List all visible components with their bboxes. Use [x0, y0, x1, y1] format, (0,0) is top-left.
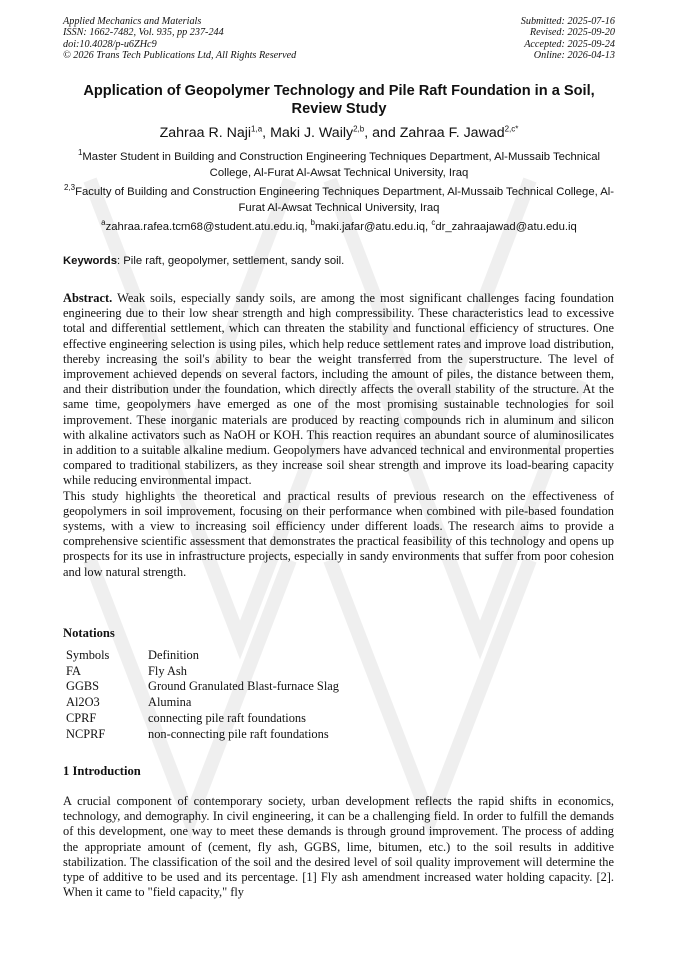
notation-definition: non-connecting pile raft foundations [148, 726, 329, 741]
keywords [63, 255, 615, 267]
table-row [66, 648, 339, 664]
notation-definition: Definition [148, 648, 199, 662]
table-row [66, 664, 339, 680]
abstract-text: Weak soils, especially sandy soils, are among the most significant challenges facing foundation engineering due to their low shear strength and high compressibility. These characteristics lead to excessive total and differential settlement, which can threaten the stability and functional efficiency of structures. One effective engineering selection is using piles, which help reduce settlement rates and improve load distribution, thereby increasing the soil's ability to bear the weight transferred from the superstructure. The level of improvement achieved depends on several factors, including the amount of piles, the distance between them, and their distribution under the foundation, which directly affects the overall stability of the structure. At the same time, geopolymers have emerged as one of the most promising sustainable technologies for soil improvement. These inorganic materials are produced by reacting compounds rich in aluminum and silicon with alkaline activators such as NaOH or KOH. This reaction requires an abundant source of aluminosilicates in addition to a suitable alkaline medium. Geopolymers have advanced technical and environmental properties compared to traditional stabilizers, as they increase soil shear strength and improve its load-bearing capacity while reducing environmental impact. [63, 291, 614, 488]
journal-name: Applied Mechanics and Materials [63, 16, 202, 27]
affiliation-text: Master Student in Building and Construction Engineering Techniques Department, Al-Mussaib Technical College, Al-Furat Al-Awsat Technical University, Iraq [82, 151, 601, 179]
author-affiliation-mark: 1,a [251, 124, 263, 134]
notations-table [66, 648, 339, 742]
notation-symbol: NCPRF [66, 726, 106, 741]
author-affiliation-mark: 2,c* [504, 124, 519, 134]
keywords-label: Keywords [63, 255, 117, 267]
author-separator: , and [364, 125, 400, 141]
affiliation-text: Faculty of Building and Construction Engineering Techniques Department, Al-Mussaib Technical College, Al-Furat Al-Awsat Technical University, Iraq [75, 186, 615, 214]
email-mark: b [310, 218, 315, 228]
notation-symbol: Symbols [66, 648, 110, 662]
date-accepted: Accepted: 2025-09-24 [524, 38, 615, 50]
author-emails [63, 218, 615, 233]
date-submitted: Submitted: 2025-07-16 [520, 16, 615, 27]
paper-title: Application of Geopolymer Technology and Pile Raft Foundation in a Soil, Review Study [83, 83, 595, 117]
affiliation-mark: 2,3 [63, 183, 76, 193]
notation-symbol: Al2O3 [66, 695, 100, 710]
date-online: Online: 2026-04-13 [533, 50, 615, 62]
affiliation [63, 184, 615, 216]
email-mark: c [431, 218, 436, 228]
author-name: Zahraa R. Naji [159, 125, 252, 141]
keywords-text: : Pile raft, geopolymer, settlement, sandy soil. [117, 255, 345, 267]
email-mark: a [101, 218, 106, 228]
notation-definition: Alumina [148, 695, 192, 710]
abstract-paragraph: This study highlights the theoretical and practical results of previous research on the effectiveness of geopolymers in soil improvement, focusing on their performance when combined with pile-based foundation systems, with a view to increasing soil efficiency under different loads. The research aims to provide a comprehensive scientific assessment that demonstrates the practical feasibility of this technology and opens up prospects for its use in infrastructure projects, especially in sandy environments that suffer from poor cohesion and low natural strength. [63, 488, 614, 579]
table-row [66, 727, 339, 743]
introduction-paragraph: A crucial component of contemporary society, urban development reflects the rapid shifts in economics, technology, and demography. In civil engineering, it can be a challenging field. In order to fulfill the demands of this development, one way to meet these demands is through ground improvement. The process of adding the appropriate amount of (cement, fly ash, GGBS, lime, bitumen, etc.) to the soil results in additive stabilization. The classification of the soil and the desired level of soil quality improvement will determine the type of additive to be used and its percentage. [1] Fly ash amendment increased water holding capacity. [2]. When it came to "field capacity," fly [63, 794, 614, 900]
table-row [66, 695, 339, 711]
article-dates [521, 16, 615, 62]
table-row [66, 679, 339, 695]
notation-symbol: FA [66, 663, 81, 678]
journal-info [63, 16, 296, 62]
abstract-label: Abstract. [63, 291, 113, 305]
email-address: maki.jafar@atu.edu.iq, [314, 221, 432, 233]
notations-heading: Notations [63, 626, 115, 640]
notation-definition: connecting pile raft foundations [148, 710, 306, 725]
author-name: Maki J. Waily [270, 125, 354, 141]
author-name: Zahraa F. Jawad [399, 125, 505, 141]
notation-definition: Ground Granulated Blast-furnace Slag [148, 679, 339, 694]
journal-issn: ISSN: 1662-7482, Vol. 935, pp 237-244 [63, 27, 224, 39]
affiliation-mark: 1 [77, 148, 83, 158]
author-separator: , [262, 125, 271, 141]
author-affiliation-mark: 2,b [353, 124, 365, 134]
notation-definition: Fly Ash [148, 663, 187, 678]
abstract [63, 291, 614, 580]
notation-symbol: CPRF [66, 710, 97, 725]
introduction-heading: 1 Introduction [63, 764, 141, 778]
date-revised: Revised: 2025-09-20 [529, 27, 615, 39]
notation-symbol: GGBS [66, 679, 100, 694]
table-row [66, 711, 339, 727]
abstract-paragraph [63, 291, 614, 489]
affiliation [63, 149, 615, 181]
journal-copyright: © 2026 Trans Tech Publications Ltd, All Rights Reserved [63, 50, 297, 62]
journal-doi: doi:10.4028/p-u6ZHc9 [63, 38, 157, 50]
author-list [63, 125, 615, 141]
email-address: zahraa.rafea.tcm68@student.atu.edu.iq, [105, 221, 311, 233]
email-address: dr_zahraajawad@atu.edu.iq [435, 221, 577, 233]
